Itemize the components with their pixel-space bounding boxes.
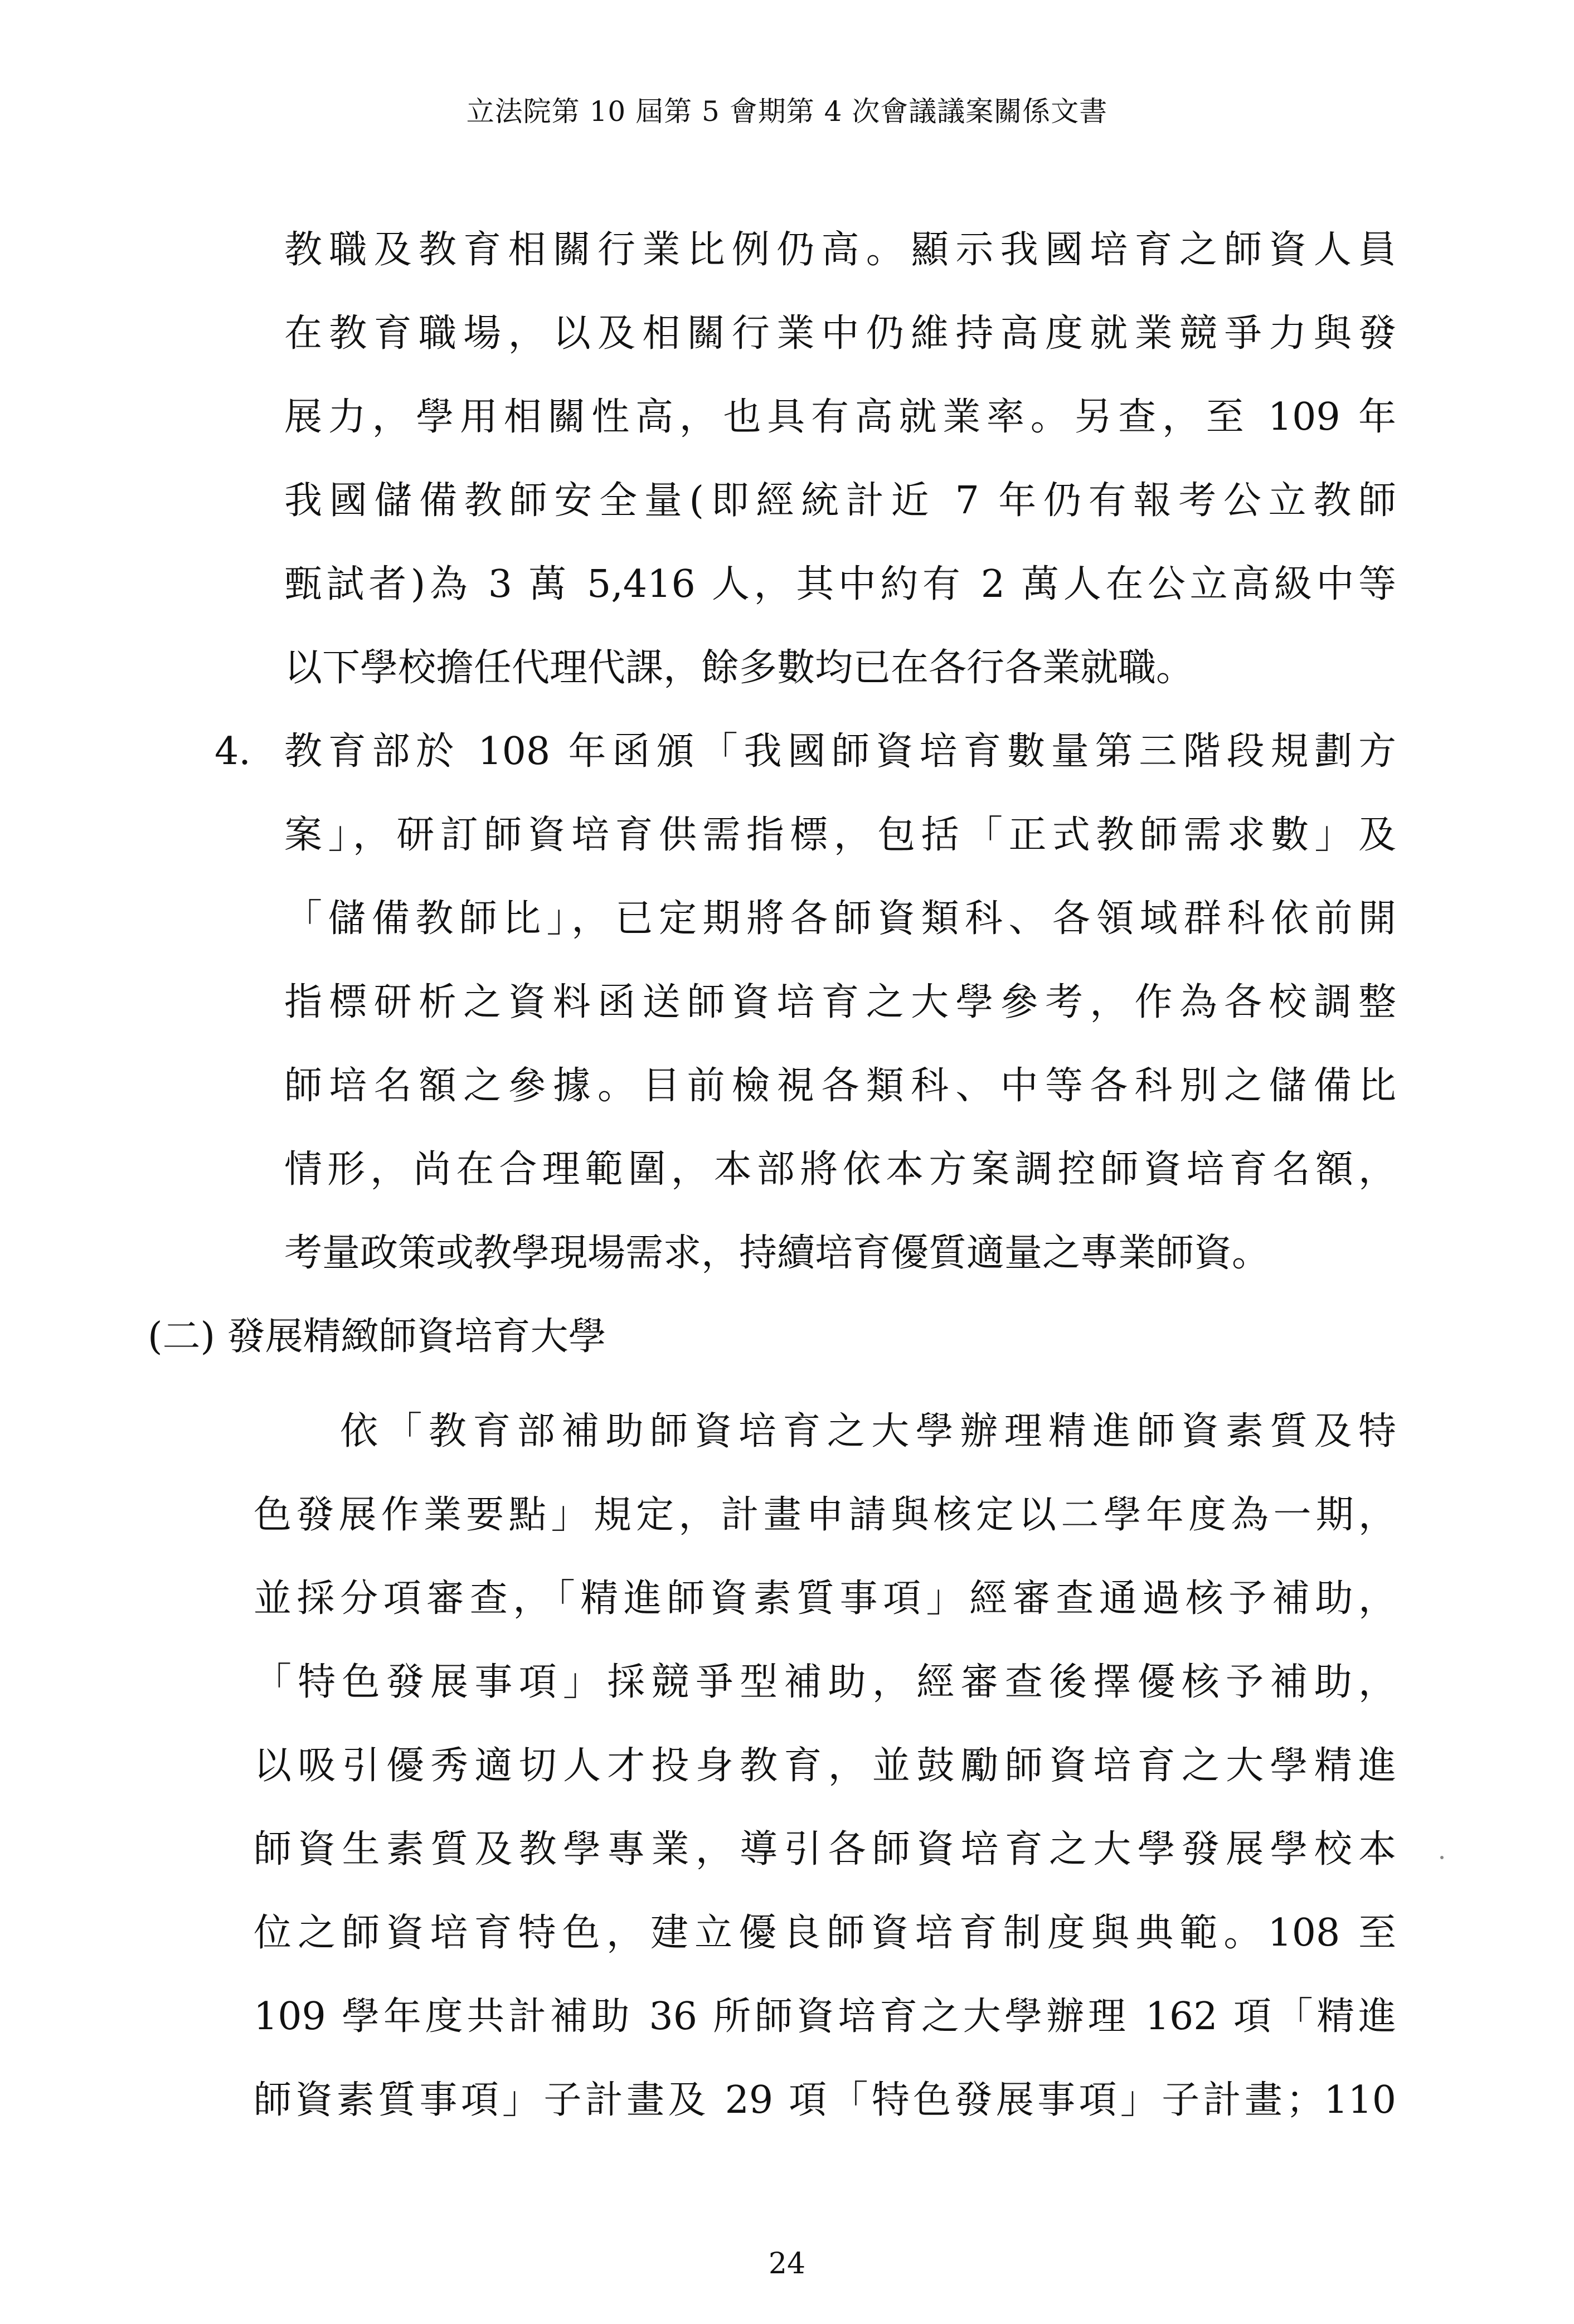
section-title: (二) 發展精緻師資培育大學 (148, 1315, 606, 1359)
document-header: 立法院第 10 屆第 5 會期第 4 次會議議案關係文書 (466, 95, 1108, 128)
section-line: 並採分項審查，「精進師資素質事項」經審查通過核予補助， (254, 1577, 1396, 1621)
section-line: 師資生素質及教學專業，導引各師資培育之大學發展學校本 (254, 1827, 1396, 1871)
intro-line: 在教育職場，以及相關行業中仍維持高度就業競爭力與發 (284, 312, 1396, 356)
item4-line: 案」，研訂師資培育供需指標，包括「正式教師需求數」及 (284, 813, 1396, 857)
section-line: 色發展作業要點」規定，計畫申請與核定以二學年度為一期， (254, 1493, 1396, 1537)
section-line: 師資素質事項」子計畫及 29 項「特色發展事項」子計畫；110 (254, 2078, 1396, 2122)
section-line: 「特色發展事項」採競爭型補助，經審查後擇優核予補助， (254, 1660, 1396, 1704)
intro-line: 以下學校擔任代理代課，餘多數均已在各行各業就職。 (284, 646, 1194, 690)
item4-line: 「儲備教師比」，已定期將各師資類科、各領域群科依前開 (284, 897, 1396, 941)
item4-line: 考量政策或教學現場需求，持續培育優質適量之專業師資。 (284, 1231, 1270, 1275)
page-number: 24 (768, 2247, 806, 2281)
scan-speck (1440, 1856, 1444, 1859)
section-line: 以吸引優秀適切人才投身教育，並鼓勵師資培育之大學精進 (254, 1744, 1396, 1788)
section-line: 109 學年度共計補助 36 所師資培育之大學辦理 162 項「精進 (254, 1995, 1396, 2039)
item4-line: 教育部於 108 年函頒「我國師資培育數量第三階段規劃方 (284, 730, 1396, 774)
item4-line: 指標研析之資料函送師資培育之大學參考，作為各校調整 (284, 980, 1396, 1024)
intro-line: 甄試者)為 3 萬 5,416 人，其中約有 2 萬人在公立高級中等 (284, 562, 1396, 606)
section-line: 位之師資培育特色，建立優良師資培育制度與典範。108 至 (254, 1911, 1396, 1955)
intro-line: 我國儲備教師安全量(即經統計近 7 年仍有報考公立教師 (284, 479, 1396, 523)
section-line: 依「教育部補助師資培育之大學辦理精進師資素質及特 (340, 1409, 1396, 1453)
item-number: 4. (215, 730, 251, 774)
item4-line: 師培名額之參據。目前檢視各類科、中等各科別之儲備比 (284, 1064, 1396, 1108)
item4-line: 情形，尚在合理範圍，本部將依本方案調控師資培育名額， (284, 1148, 1396, 1192)
intro-line: 展力，學用相關性高，也具有高就業率。另查，至 109 年 (284, 395, 1396, 439)
intro-line: 教職及教育相關行業比例仍高。顯示我國培育之師資人員 (284, 228, 1396, 272)
